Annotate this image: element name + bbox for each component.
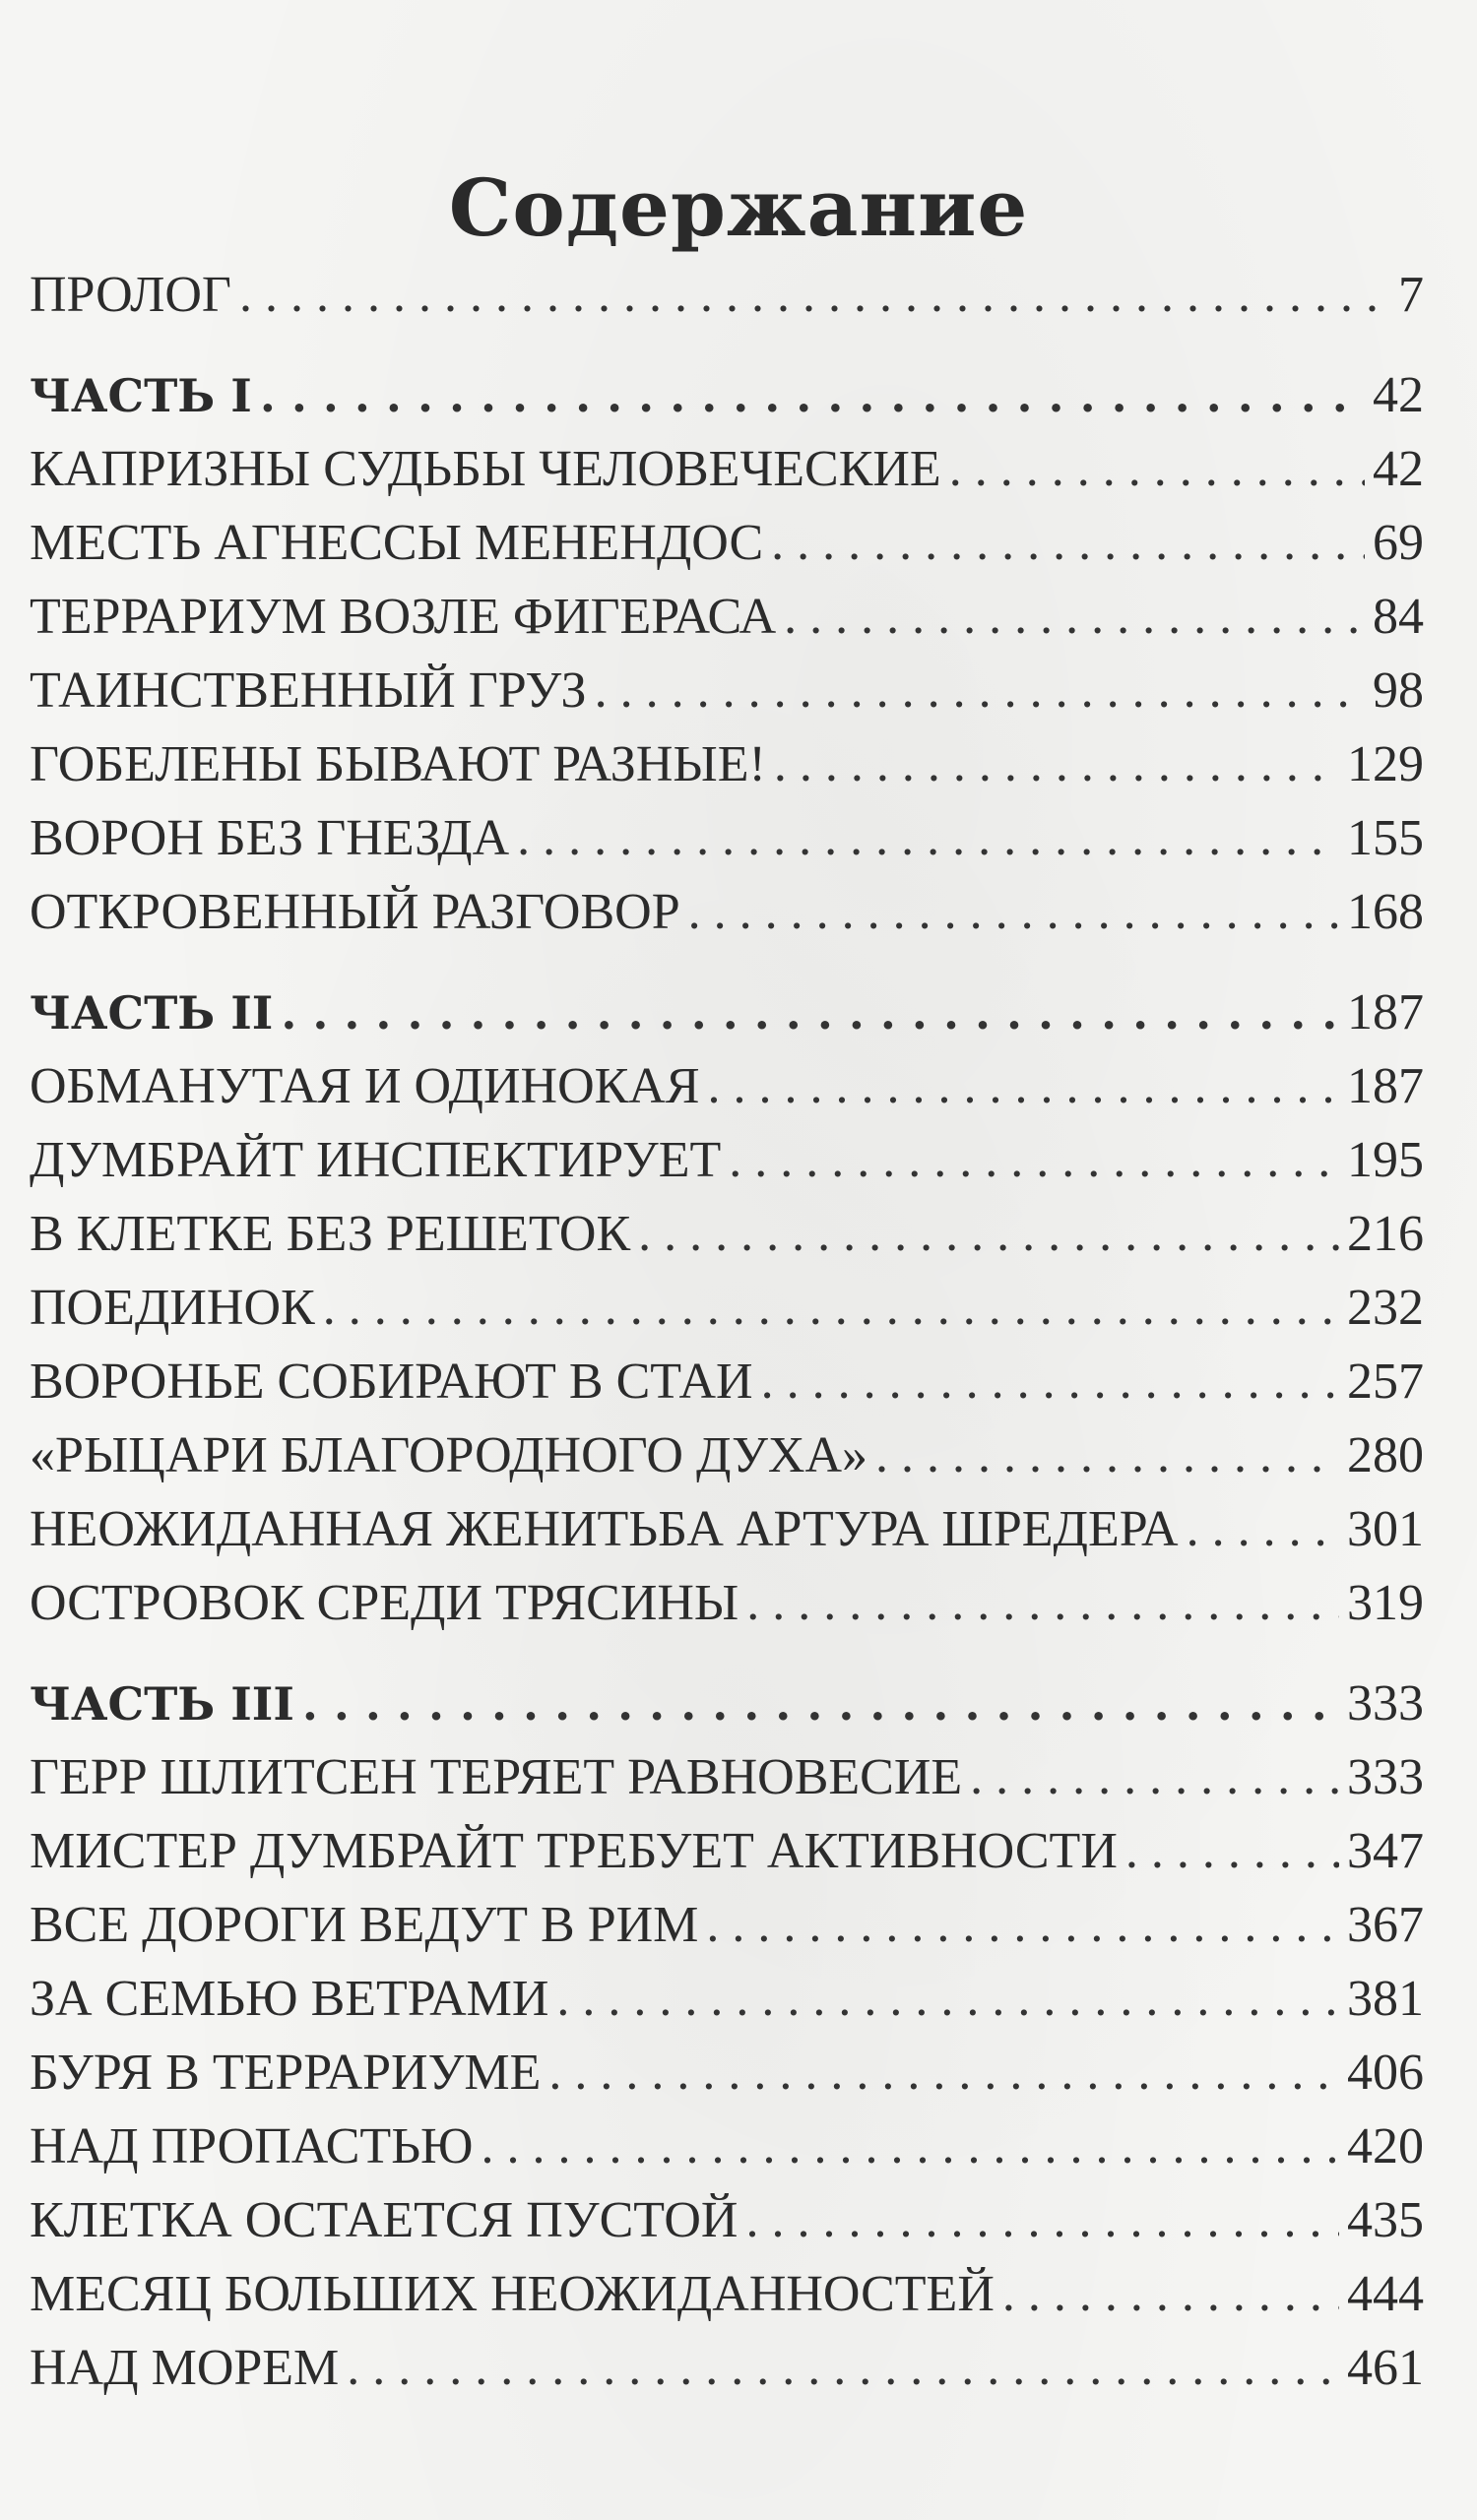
toc-chapter-entry	[30, 1197, 1424, 1271]
toc-entry-title: ЧАСТЬ I	[30, 369, 252, 422]
dot-leader	[708, 1049, 1339, 1123]
toc-entry-title: ПОЕДИНОК	[30, 1280, 315, 1336]
toc-entry-title: КЛЕТКА ОСТАЕТСЯ ПУСТОЙ	[30, 2192, 738, 2248]
toc-entry-title: НАД МОРЕМ	[30, 2340, 340, 2396]
page-title: Содержание	[448, 160, 1029, 254]
toc-entry-page-number: 84	[1373, 589, 1424, 645]
toc-entry-title: ОБМАНУТАЯ И ОДИНОКАЯ	[30, 1058, 700, 1114]
dot-leader	[784, 580, 1365, 654]
toc-entry-page-number: 187	[1347, 1058, 1424, 1114]
toc-entry-title: БУРЯ В ТЕРРАРИУМЕ	[30, 2045, 542, 2101]
toc-entry-title: ВСЕ ДОРОГИ ВЕДУТ В РИМ	[30, 1897, 699, 1953]
dot-leader	[774, 727, 1339, 801]
toc-chapter-entry	[30, 875, 1424, 949]
toc-entry-page-number: 381	[1347, 1971, 1424, 2027]
toc-chapter-entry	[30, 432, 1424, 506]
toc-entry-title: КАПРИЗНЫ СУДЬБЫ ЧЕЛОВЕЧЕСКИЕ	[30, 441, 941, 497]
toc-entry-title: НЕОЖИДАННАЯ ЖЕНИТЬБА АРТУРА ШРЕДЕРА	[30, 1501, 1179, 1557]
toc-entry-page-number: 367	[1347, 1897, 1424, 1953]
toc-entry-page-number: 69	[1373, 515, 1424, 571]
toc-chapter-entry	[30, 2183, 1424, 2257]
toc-entry-title: ЧАСТЬ III	[30, 1677, 294, 1731]
toc-entry-title: «РЫЦАРИ БЛАГОРОДНОГО ДУХА»	[30, 1427, 867, 1483]
toc-entry-title: ЗА СЕМЬЮ ВЕТРАМИ	[30, 1971, 549, 2027]
toc-entry-page-number: 319	[1347, 1575, 1424, 1631]
toc-chapter-entry	[30, 1814, 1424, 1888]
dot-leader	[323, 1271, 1339, 1345]
toc-entry-page-number: 129	[1347, 736, 1424, 792]
dot-leader	[729, 1123, 1339, 1197]
toc-chapter-entry	[30, 727, 1424, 801]
toc-entry-page-number: 98	[1373, 662, 1424, 719]
dot-leader	[595, 654, 1365, 727]
toc-entry-title: МЕСТЬ АГНЕССЫ МЕНЕНДОС	[30, 515, 764, 571]
dot-leader	[970, 1740, 1339, 1814]
toc-part-entry	[30, 1667, 1424, 1740]
toc-chapter-entry	[30, 1492, 1424, 1566]
toc-entry-title: ОТКРОВЕННЫЙ РАЗГОВОР	[30, 884, 680, 940]
toc-entry-page-number: 333	[1347, 1749, 1424, 1805]
dot-leader	[548, 2036, 1339, 2110]
dot-leader	[761, 1345, 1339, 1418]
toc-entry-page-number: 301	[1347, 1501, 1424, 1557]
toc-entry-page-number: 168	[1347, 884, 1424, 940]
toc-chapter-entry	[30, 1418, 1424, 1492]
toc-entry-page-number: 232	[1347, 1280, 1424, 1336]
table-of-contents	[30, 258, 1424, 2405]
toc-chapter-entry	[30, 580, 1424, 654]
dot-leader	[1002, 2257, 1339, 2331]
dot-leader	[260, 359, 1365, 432]
toc-entry-title: МЕСЯЦ БОЛЬШИХ НЕОЖИДАННОСТЕЙ	[30, 2266, 995, 2322]
toc-entry-title: ЧАСТЬ II	[30, 986, 274, 1040]
dot-leader	[347, 2331, 1339, 2405]
toc-entry-title: В КЛЕТКЕ БЕЗ РЕШЕТОК	[30, 1206, 631, 1262]
toc-entry-page-number: 216	[1347, 1206, 1424, 1262]
toc-entry-title: ДУМБРАЙТ ИНСПЕКТИРУЕТ	[30, 1132, 722, 1188]
toc-part-entry	[30, 358, 1424, 432]
toc-entry-title: ГЕРР ШЛИТСЕН ТЕРЯЕТ РАВНОВЕСИЕ	[30, 1749, 963, 1805]
toc-entry-page-number: 444	[1347, 2266, 1424, 2322]
toc-entry-page-number: 333	[1347, 1675, 1424, 1732]
toc-entry-page-number: 7	[1398, 267, 1424, 323]
dot-leader	[746, 1566, 1339, 1640]
toc-chapter-entry	[30, 801, 1424, 875]
toc-entry-page-number: 347	[1347, 1823, 1424, 1879]
dot-leader	[745, 2183, 1339, 2257]
toc-chapter-entry	[30, 506, 1424, 580]
dot-leader	[239, 258, 1390, 332]
toc-chapter-entry	[30, 2331, 1424, 2405]
toc-entry-page-number: 435	[1347, 2192, 1424, 2248]
toc-entry-title: ОСТРОВОК СРЕДИ ТРЯСИНЫ	[30, 1575, 739, 1631]
toc-chapter-entry	[30, 654, 1424, 727]
toc-chapter-entry	[30, 2257, 1424, 2331]
toc-entry-title: МИСТЕР ДУМБРАЙТ ТРЕБУЕТ АКТИВНОСТИ	[30, 1823, 1118, 1879]
dot-leader	[638, 1197, 1339, 1271]
toc-chapter-entry	[30, 258, 1424, 332]
toc-chapter-entry	[30, 1049, 1424, 1123]
toc-chapter-entry	[30, 1345, 1424, 1418]
dot-leader	[302, 1668, 1339, 1740]
toc-chapter-entry	[30, 1123, 1424, 1197]
toc-chapter-entry	[30, 1271, 1424, 1345]
toc-chapter-entry	[30, 1888, 1424, 1962]
toc-entry-page-number: 406	[1347, 2045, 1424, 2101]
toc-entry-page-number: 461	[1347, 2340, 1424, 2396]
toc-entry-page-number: 257	[1347, 1354, 1424, 1410]
dot-leader	[556, 1962, 1339, 2036]
toc-entry-page-number: 155	[1347, 810, 1424, 866]
toc-entry-page-number: 42	[1373, 441, 1424, 497]
toc-entry-page-number: 280	[1347, 1427, 1424, 1483]
dot-leader	[771, 506, 1365, 580]
dot-leader	[517, 801, 1339, 875]
toc-entry-title: ВОРОН БЕЗ ГНЕЗДА	[30, 810, 510, 866]
dot-leader	[482, 2110, 1339, 2183]
dot-leader	[281, 976, 1339, 1049]
toc-entry-title: ПРОЛОГ	[30, 267, 231, 323]
dot-leader	[1125, 1814, 1339, 1888]
toc-chapter-entry	[30, 1962, 1424, 2036]
dot-leader	[1187, 1492, 1339, 1566]
toc-entry-title: ТЕРРАРИУМ ВОЗЛЕ ФИГЕРАСА	[30, 589, 777, 645]
toc-part-entry	[30, 976, 1424, 1049]
toc-chapter-entry	[30, 1740, 1424, 1814]
dot-leader	[949, 432, 1365, 506]
dot-leader	[688, 875, 1339, 949]
dot-leader	[875, 1418, 1339, 1492]
toc-entry-title: НАД ПРОПАСТЬЮ	[30, 2118, 474, 2174]
toc-entry-title: ВОРОНЬЕ СОБИРАЮТ В СТАИ	[30, 1354, 753, 1410]
toc-entry-title: ГОБЕЛЕНЫ БЫВАЮТ РАЗНЫЕ!	[30, 736, 766, 792]
toc-entry-title: ТАИНСТВЕННЫЙ ГРУЗ	[30, 662, 587, 719]
toc-entry-page-number: 42	[1373, 367, 1424, 423]
toc-chapter-entry	[30, 1566, 1424, 1640]
toc-chapter-entry	[30, 2110, 1424, 2183]
toc-entry-page-number: 420	[1347, 2118, 1424, 2174]
toc-chapter-entry	[30, 2036, 1424, 2110]
toc-entry-page-number: 187	[1347, 984, 1424, 1040]
toc-entry-page-number: 195	[1347, 1132, 1424, 1188]
dot-leader	[706, 1888, 1339, 1962]
